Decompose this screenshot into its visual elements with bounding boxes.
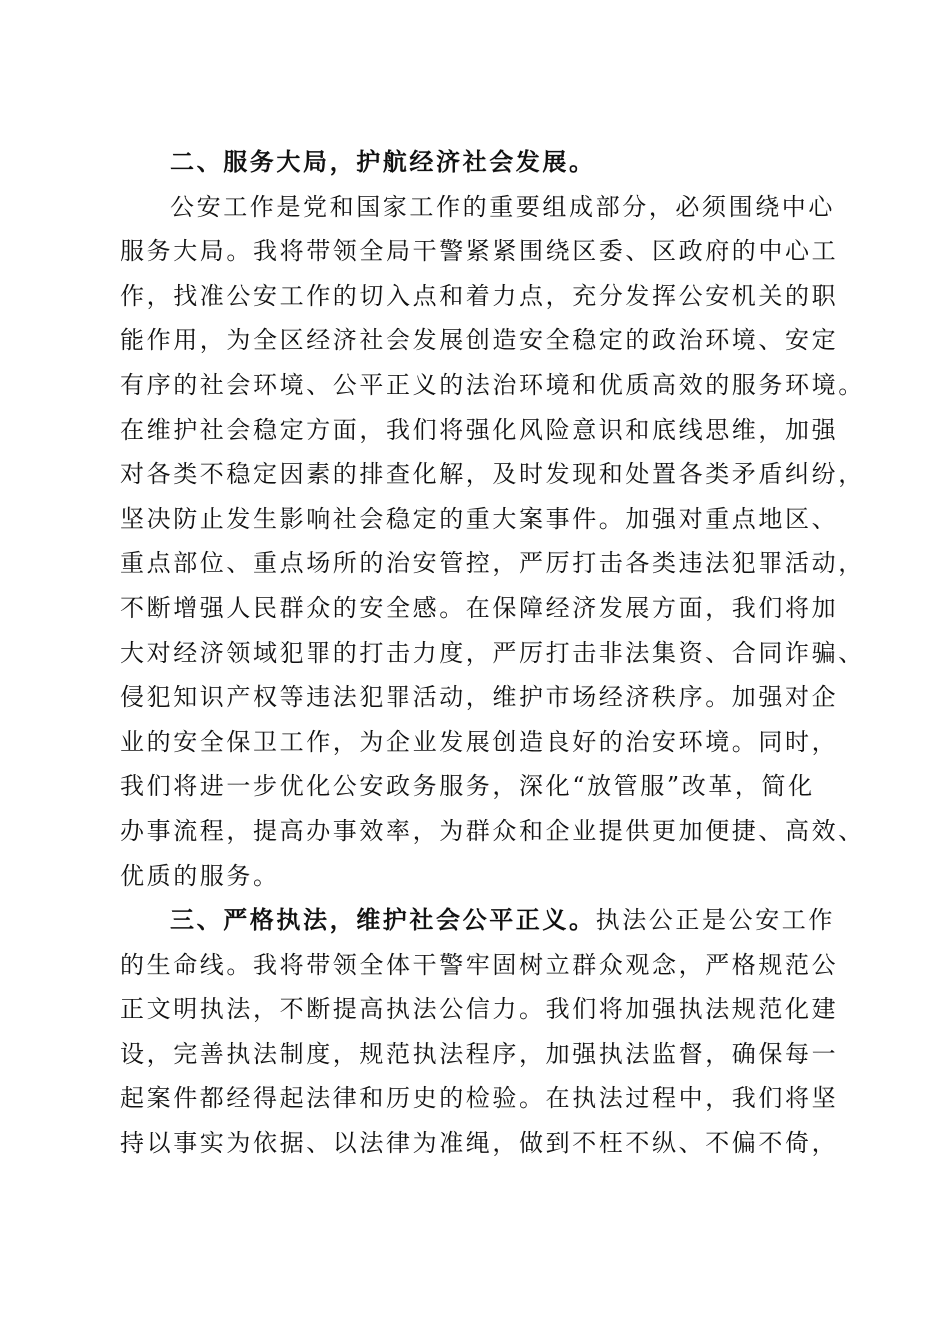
paragraph-line: 起案件都经得起法律和历史的检验。在执法过程中，我们将坚 [120, 1084, 839, 1113]
paragraph-line: 优质的服务。 [120, 861, 280, 890]
paragraph-line: 重点部位、重点场所的治安管控，严厉打击各类违法犯罪活动， [120, 549, 865, 578]
paragraph-line: 设，完善执法制度，规范执法程序，加强执法监督，确保每一 [120, 1039, 839, 1068]
paragraph-line: 在维护社会稳定方面，我们将强化风险意识和底线思维，加强 [120, 415, 839, 444]
section-2-heading: 二、服务大局，护航经济社会发展。 [170, 148, 596, 176]
section-3-heading: 三、严格执法，维护社会公平正义。 [170, 906, 596, 935]
paragraph-line: 不断增强人民群众的安全感。在保障经济发展方面，我们将加 [120, 593, 839, 622]
paragraph-line: 办事流程，提高办事效率，为群众和企业提供更加便捷、高效、 [120, 816, 865, 845]
paragraph-line: 坚决防止发生影响社会稳定的重大案事件。加强对重点地区、 [120, 504, 839, 533]
paragraph-line: 公安工作是党和国家工作的重要组成部分，必须围绕中心 [170, 192, 835, 221]
paragraph-line: 的生命线。我将带领全体干警牢固树立群众观念，严格规范公 [120, 950, 839, 979]
paragraph-line: 侵犯知识产权等违法犯罪活动，维护市场经济秩序。加强对企 [120, 683, 839, 712]
paragraph-line: 能作用，为全区经济社会发展创造安全稳定的政治环境、安定 [120, 326, 839, 355]
section-3-first-line-text: 执法公正是公安工作 [595, 906, 836, 935]
section-3-heading-line [120, 898, 840, 943]
paragraph-line: 我们将进一步优化公安政务服务，深化“放管服”改革，简化 [120, 772, 815, 801]
paragraph-line: 大对经济领域犯罪的打击力度，严厉打击非法集资、合同诈骗、 [120, 638, 865, 667]
paragraph-line: 持以事实为依据、以法律为准绳，做到不枉不纵、不偏不倚， [120, 1129, 839, 1158]
document-body [120, 140, 865, 1166]
paragraph-line: 有序的社会环境、公平正义的法治环境和优质高效的服务环境。 [120, 370, 865, 399]
section-2-heading-line [120, 140, 840, 185]
paragraph-line: 作，找准公安工作的切入点和着力点，充分发挥公安机关的职 [120, 281, 839, 310]
paragraph-line: 服务大局。我将带领全局干警紧紧围绕区委、区政府的中心工 [120, 237, 839, 266]
paragraph-line: 对各类不稳定因素的排查化解，及时发现和处置各类矛盾纠纷， [120, 460, 865, 489]
paragraph-line: 业的安全保卫工作，为企业发展创造良好的治安环境。同时， [120, 727, 839, 756]
paragraph-line: 正文明执法，不断提高执法公信力。我们将加强执法规范化建 [120, 995, 839, 1024]
